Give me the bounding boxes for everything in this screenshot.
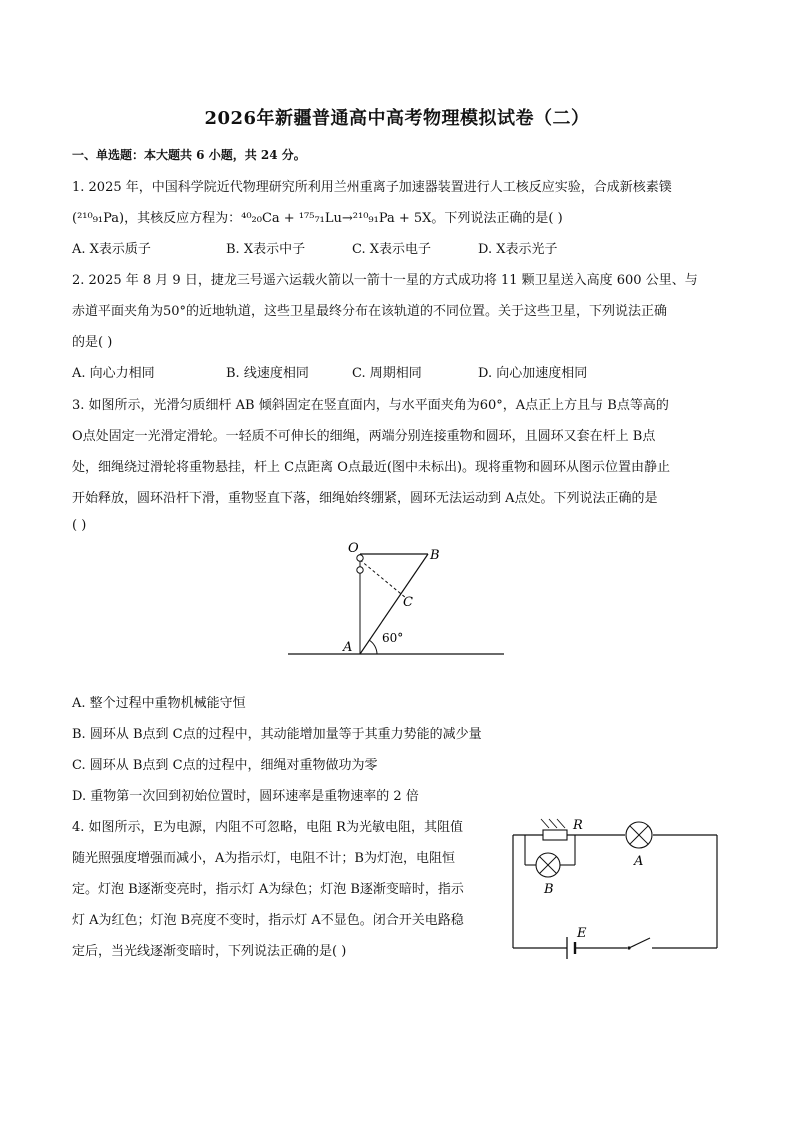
q2-stem-line3: 的是( ) xyxy=(72,335,113,350)
q3-stem-line5: ( ) xyxy=(72,518,87,533)
q1-option-c[interactable]: C. X表示电子 xyxy=(352,242,432,257)
q2-stem-line2: 赤道平面夹角为50°的近地轨道，这些卫星最终分布在该轨道的不同位置。关于这些卫星，下列说法正确 xyxy=(72,304,668,319)
q3-figure xyxy=(280,540,510,660)
label-c: C xyxy=(403,595,413,610)
q3-option-a[interactable]: A. 整个过程中重物机械能守恒 xyxy=(72,696,246,711)
q1-option-b[interactable]: B. X表示中子 xyxy=(226,242,306,257)
q3-stem-line3: 处，细绳绕过滑轮将重物悬挂，杆上 C点距离 O点最近(图中未标出)。现将重物和圆环从图示位置由静止 xyxy=(72,460,671,475)
q1-stem-line2: (²¹⁰₉₁Pa)，其核反应方程为：⁴⁰₂₀Ca + ¹⁷⁵₇₁Lu→²¹⁰₉₁Pa + 5X。下列说法正确的是( ) xyxy=(72,211,563,226)
q2-stem-line1: 2. 2025 年 8 月 9 日，捷龙三号遥六运载火箭以一箭十一星的方式成功将 11 颗卫星送入高度 600 公里、与 xyxy=(72,273,698,288)
label-a: A xyxy=(634,854,644,869)
label-o: O xyxy=(348,541,359,556)
q4-stem-line1: 4. 如图所示，E为电源，内阻不可忽略，电阻 R为光敏电阻，其阻值 xyxy=(72,820,463,835)
label-angle: 60° xyxy=(382,631,404,645)
q2-option-b[interactable]: B. 线速度相同 xyxy=(226,366,309,381)
q4-circuit-figure xyxy=(505,815,725,960)
q3-option-b[interactable]: B. 圆环从 B点到 C点的过程中，其动能增加量等于其重力势能的减少量 xyxy=(72,727,482,742)
label-r: R xyxy=(573,818,583,833)
label-b: B xyxy=(544,882,554,897)
q3-option-c[interactable]: C. 圆环从 B点到 C点的过程中，细绳对重物做功为零 xyxy=(72,758,378,773)
q2-option-d[interactable]: D. 向心加速度相同 xyxy=(478,366,588,381)
label-a: A xyxy=(343,640,353,655)
light-ray-3 xyxy=(557,819,565,828)
q2-option-c[interactable]: C. 周期相同 xyxy=(352,366,422,381)
q3-stem-line4: 开始释放，圆环沿杆下滑，重物竖直下落，细绳始终绷紧，圆环无法运动到 A点处。下列说法正确的是 xyxy=(72,491,658,506)
q3-stem-line2: O点处固定一光滑定滑轮。一轻质不可伸长的细绳，两端分别连接重物和圆环，且圆环又套在杆上 B点 xyxy=(72,429,656,444)
light-ray-2 xyxy=(549,819,557,828)
q4-stem-line2: 随光照强度增强而减小，A为指示灯，电阻不计；B为灯泡，电阻恒 xyxy=(72,851,455,866)
q2-option-a[interactable]: A. 向心力相同 xyxy=(72,366,155,381)
q3-stem-line1: 3. 如图所示，光滑匀质细杆 AB 倾斜固定在竖直面内，与水平面夹角为60°，A点正上方且与 B点等高的 xyxy=(72,398,669,413)
q4-stem-line3: 定。灯泡 B逐渐变亮时，指示灯 A为绿色；灯泡 B逐渐变暗时，指示 xyxy=(72,882,464,897)
label-b: B xyxy=(430,548,440,563)
photoresistor xyxy=(543,830,567,840)
q4-stem-line5: 定后，当光线逐渐变暗时，下列说法正确的是( ) xyxy=(72,944,347,959)
weight-ring xyxy=(357,567,363,573)
light-ray-1 xyxy=(541,819,549,828)
section-heading: 一、单选题：本大题共 6 小题，共 24 分。 xyxy=(72,148,306,162)
q1-stem-line1: 1. 2025 年，中国科学院近代物理研究所利用兰州重离子加速器装置进行人工核反应实验，合成新核素镤 xyxy=(72,180,672,195)
q1-option-d[interactable]: D. X表示光子 xyxy=(478,242,558,257)
q3-option-d[interactable]: D. 重物第一次回到初始位置时，圆环速率是重物速率的 2 倍 xyxy=(72,789,419,804)
angle-arc xyxy=(369,640,377,654)
switch-blade xyxy=(629,938,650,948)
exam-title: 2026年新疆普通高中高考物理模拟试卷（二） xyxy=(204,108,590,129)
q1-option-a[interactable]: A. X表示质子 xyxy=(72,242,151,257)
q4-stem-line4: 灯 A为红色；灯泡 B亮度不变时，指示灯 A不显色。闭合开关电路稳 xyxy=(72,913,464,928)
dashed-oc xyxy=(360,560,406,598)
label-e: E xyxy=(577,926,587,941)
